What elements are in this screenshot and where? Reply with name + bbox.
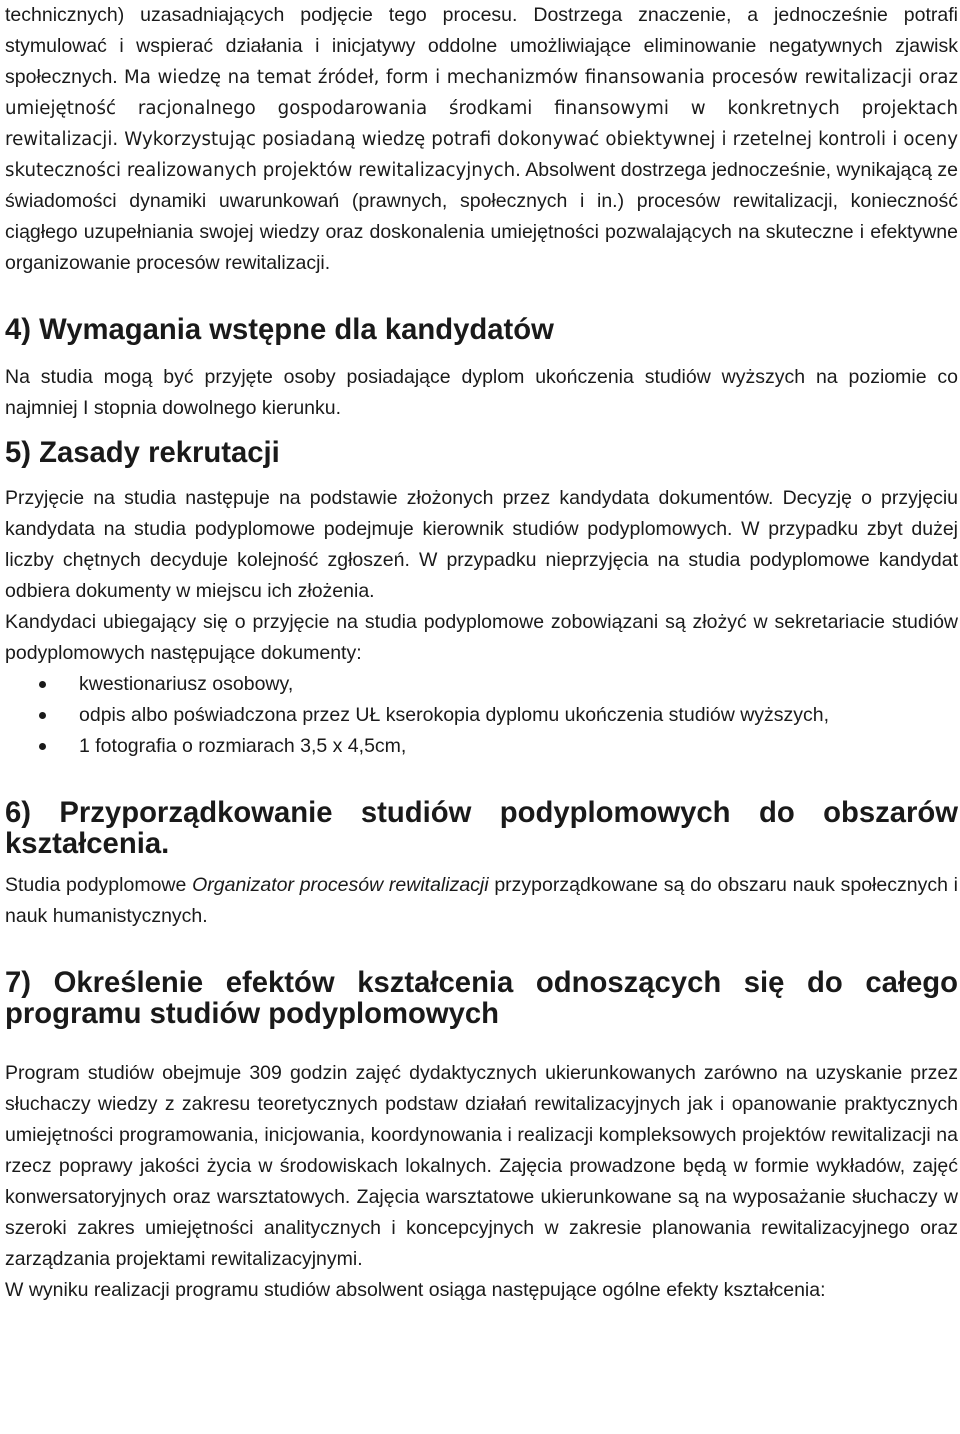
bullet-icon <box>39 712 46 719</box>
list-item <box>5 669 958 700</box>
list-item <box>5 700 958 731</box>
section-5-body-1: Przyjęcie na studia następuje na podstawie złożonych przez kandydata dokumentów. Decyzję o przyjęciu kandydata na studia podyplomowe podejmuje kierownik studiów podyplomowych. W przypadku zbyt dużej liczby chętnych decyduje kolejność zgłoszeń. W przypadku nieprzyjęcia na studia podyplomowe kandydat odbiera dokumenty w miejscu ich złożenia. <box>5 487 958 602</box>
section-5-heading: 5) Zasady rekrutacji <box>5 437 280 469</box>
bullet-icon <box>39 743 46 750</box>
section-7-body-1: Program studiów obejmuje 309 godzin zajęć dydaktycznych ukierunkowanych zarówno na uzyskanie przez słuchaczy wiedzy z zakresu teoretycznych podstaw działań rewitalizacyjnych jak i opanowanie praktycznych umiejętności programowania, inicjowania, koordynowania i realizacji kompleksowych projektów rewitalizacji na rzecz poprawy jakości życia w środowiskach lokalnych. Zajęcia prowadzone będą w formie wykładów, zajęć konwersatoryjnych oraz warsztatowych. Zajęcia warsztatowe ukierunkowane są na wyposażanie słuchaczy w szeroki zakres umiejętności analitycznych i koncepcyjnych w zakresie planowania rewitalizacyjnego oraz zarządzania projektami rewitalizacyjnymi. <box>5 1062 958 1270</box>
section-7-heading: 7) Określenie efektów kształcenia odnoszących się do całego programu studiów podyplomowych <box>5 967 958 1030</box>
section-7-body-2: W wyniku realizacji programu studiów absolwent osiąga następujące ogólne efekty kształcenia: <box>5 1279 826 1301</box>
intro-segment-3: Wykorzystując posiadaną wiedzę potrafi dokonywać obiektywnej i rzetelnej kontroli i oceny skuteczności realizowanych projektów rewitalizacyjnych. <box>5 129 958 181</box>
document-page <box>5 0 958 1306</box>
intro-segment-1: technicznych) uzasadniających podjęcie tego procesu. Dostrzega znaczenie, a jednocześnie potrafi stymulować i wspierać działania i inicjatywy oddolne umożliwiające eliminowanie negatywnych zjawisk społecznych. <box>5 4 958 88</box>
section-4-body: Na studia mogą być przyjęte osoby posiadające dyplom ukończenia studiów wyższych na poziomie co najmniej I stopnia dowolnego kierunku. <box>5 366 958 419</box>
intro-paragraph <box>5 0 958 279</box>
section-4-heading: 4) Wymagania wstępne dla kandydatów <box>5 314 554 346</box>
list-item-text: odpis albo poświadczona przez UŁ kserokopia dyplomu ukończenia studiów wyższych, <box>79 704 830 726</box>
list-item <box>5 731 958 762</box>
section-6-body-after: przyporządkowane są do obszaru nauk społecznych i nauk humanistycznych. <box>5 874 958 927</box>
intro-segment-4: Absolwent dostrzega jednocześnie, wynikającą ze świadomości dynamiki uwarunkowań (prawnych, społecznych i in.) procesów rewitalizacji, konieczność ciągłego uzupełniania swojej wiedzy oraz doskonalenia umiejętności pozwalających na skuteczne i efektywne organizowanie procesów rewitalizacji. <box>5 159 958 274</box>
documents-list <box>5 669 958 762</box>
intro-segment-2: Ma wiedzę na temat źródeł, form i mechanizmów finansowania procesów rewitalizacji oraz umiejętność racjonalnego gospodarowania środkami finansowymi w konkretnych projektach rewitalizacji. <box>5 67 958 150</box>
section-6-heading: 6) Przyporządkowanie studiów podyplomowych do obszarów kształcenia. <box>5 797 958 860</box>
list-item-text: 1 fotografia o rozmiarach 3,5 x 4,5cm, <box>79 735 407 757</box>
bullet-icon <box>39 681 46 688</box>
section-5-body-2: Kandydaci ubiegający się o przyjęcie na studia podyplomowe zobowiązani są złożyć w sekretariacie studiów podyplomowych następujące dokumenty: <box>5 611 958 664</box>
program-name: Organizator procesów rewitalizacji <box>192 874 489 896</box>
section-6-body <box>5 870 958 932</box>
list-item-text: kwestionariusz osobowy, <box>79 673 294 695</box>
section-6-body-before: Studia podyplomowe <box>5 874 193 896</box>
